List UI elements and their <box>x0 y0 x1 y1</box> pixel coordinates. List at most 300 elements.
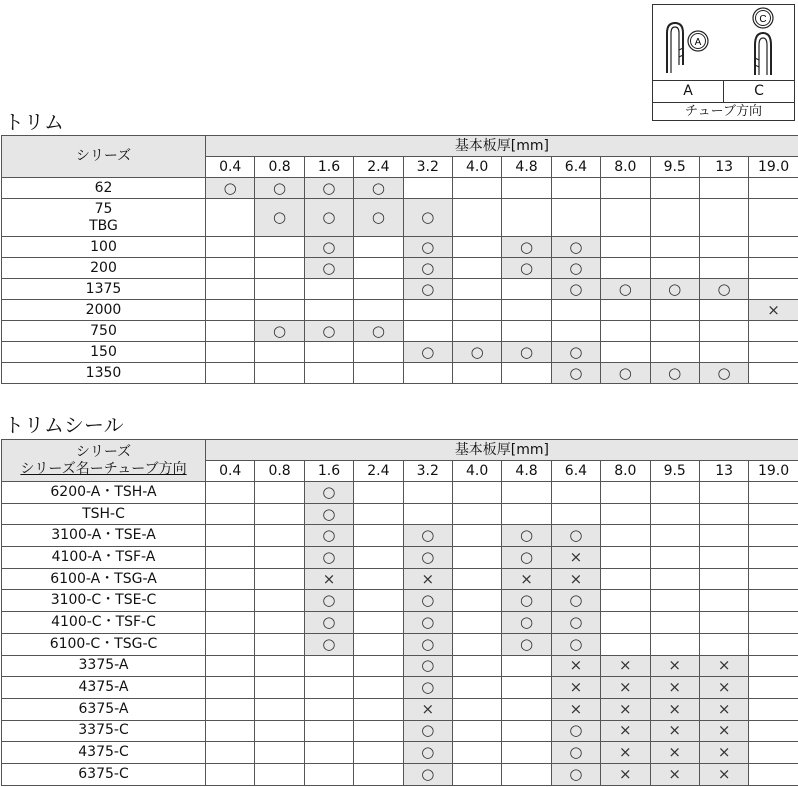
compat-cell: ○ <box>403 763 452 785</box>
series-name: 3375-A <box>78 657 129 674</box>
thickness-col-header: 0.4 <box>206 461 255 482</box>
compat-cell: ○ <box>304 199 353 237</box>
compat-cell <box>255 503 304 525</box>
compat-cell: × <box>601 677 650 699</box>
compat-cell: × <box>650 655 699 677</box>
compat-cell <box>255 655 304 677</box>
series-name-cell <box>2 612 206 634</box>
compat-cell <box>255 300 304 321</box>
compat-cell <box>255 720 304 742</box>
compat-cell: × <box>551 655 600 677</box>
compat-cell: ○ <box>304 503 353 525</box>
compat-cell <box>452 568 501 590</box>
compat-cell: ○ <box>255 321 304 342</box>
compat-cell <box>206 763 255 785</box>
compat-cell <box>699 300 748 321</box>
compat-cell <box>452 590 501 612</box>
compat-cell: ○ <box>502 258 551 279</box>
compat-cell <box>304 677 353 699</box>
series-name-cell <box>2 677 206 699</box>
compat-cell <box>502 482 551 504</box>
legend-col-a: A <box>653 81 724 102</box>
series-header-label: シリーズ <box>75 443 132 460</box>
compat-cell: × <box>699 677 748 699</box>
compat-cell: ○ <box>403 547 452 569</box>
compat-cell <box>749 698 798 720</box>
thickness-col-header: 9.5 <box>650 461 699 482</box>
series-name: 4375-C <box>78 744 129 761</box>
compat-cell: ○ <box>650 363 699 384</box>
table-row <box>2 677 798 699</box>
compat-cell <box>502 279 551 300</box>
thickness-col-header: 2.4 <box>354 461 403 482</box>
compat-cell: ○ <box>403 525 452 547</box>
compat-cell: × <box>699 698 748 720</box>
compat-cell: ○ <box>551 633 600 655</box>
compat-cell <box>452 503 501 525</box>
compat-cell <box>749 720 798 742</box>
thickness-col-header: 4.0 <box>452 461 501 482</box>
series-name: 1350 <box>85 364 122 381</box>
compat-cell <box>650 525 699 547</box>
compat-cell <box>255 590 304 612</box>
compat-cell: ○ <box>551 742 600 764</box>
compat-cell <box>206 525 255 547</box>
compat-cell <box>502 677 551 699</box>
table-row <box>2 300 798 321</box>
compat-cell <box>354 482 403 504</box>
compat-cell <box>206 720 255 742</box>
compat-cell <box>650 300 699 321</box>
compat-cell <box>354 698 403 720</box>
trimseal-table-body <box>2 482 798 786</box>
tube-direction-legend <box>652 4 795 121</box>
compat-cell: ○ <box>403 258 452 279</box>
compat-cell <box>749 677 798 699</box>
compat-cell <box>650 633 699 655</box>
series-name: 750 <box>90 322 117 339</box>
compat-cell <box>354 237 403 258</box>
table-row <box>2 237 798 258</box>
compat-cell: × <box>601 655 650 677</box>
compat-cell: ○ <box>502 547 551 569</box>
compat-cell <box>403 482 452 504</box>
compat-cell <box>601 590 650 612</box>
compat-cell <box>206 655 255 677</box>
compat-cell <box>699 612 748 634</box>
series-name: 100 <box>90 238 117 255</box>
compat-cell <box>206 547 255 569</box>
compat-cell: ○ <box>304 633 353 655</box>
compat-cell <box>255 279 304 300</box>
series-name-cell <box>2 300 206 321</box>
compat-cell <box>551 300 600 321</box>
compat-cell: × <box>551 547 600 569</box>
compat-cell <box>650 482 699 504</box>
table-row <box>2 720 798 742</box>
compat-cell <box>601 178 650 199</box>
compat-cell <box>650 342 699 363</box>
compat-cell: ○ <box>551 590 600 612</box>
compat-cell <box>354 363 403 384</box>
compat-cell <box>304 698 353 720</box>
compat-cell <box>601 547 650 569</box>
compat-cell: × <box>650 763 699 785</box>
trim-profile-diagrams <box>653 5 794 80</box>
thickness-col-header: 0.8 <box>255 461 304 482</box>
compat-cell: × <box>650 720 699 742</box>
series-name: 6100-C・TSG-C <box>49 635 158 652</box>
compat-cell: × <box>699 720 748 742</box>
series-name: 1375 <box>85 280 122 297</box>
compat-cell <box>206 677 255 699</box>
compat-cell: × <box>601 763 650 785</box>
compat-cell <box>749 633 798 655</box>
compat-cell: × <box>650 742 699 764</box>
compat-cell <box>650 503 699 525</box>
compat-cell <box>206 612 255 634</box>
table-row <box>2 363 798 384</box>
series-name-cell <box>2 742 206 764</box>
compat-cell <box>650 258 699 279</box>
trim-table <box>1 135 798 384</box>
compat-cell <box>749 503 798 525</box>
compat-cell: ○ <box>502 612 551 634</box>
compat-cell <box>650 547 699 569</box>
thickness-col-header: 2.4 <box>354 157 403 178</box>
series-name: 200 <box>90 259 117 276</box>
compat-cell <box>354 763 403 785</box>
compat-cell: ○ <box>403 279 452 300</box>
series-header: シリーズ <box>2 136 206 178</box>
compat-cell <box>304 279 353 300</box>
compat-cell: ○ <box>502 342 551 363</box>
compat-cell <box>255 237 304 258</box>
compat-cell <box>255 525 304 547</box>
compat-cell: ○ <box>304 547 353 569</box>
compat-cell: × <box>650 698 699 720</box>
compat-cell <box>354 720 403 742</box>
compat-cell <box>452 178 501 199</box>
series-name-cell <box>2 279 206 300</box>
compat-cell <box>403 503 452 525</box>
compat-cell <box>699 590 748 612</box>
compat-cell <box>650 237 699 258</box>
compat-cell <box>502 763 551 785</box>
compat-cell: ○ <box>502 590 551 612</box>
compat-cell <box>452 300 501 321</box>
compat-cell: ○ <box>502 633 551 655</box>
compat-cell: ○ <box>551 363 600 384</box>
series-name: 6375-A <box>78 700 129 717</box>
compat-cell <box>749 655 798 677</box>
compat-cell: × <box>601 720 650 742</box>
compat-cell: × <box>304 568 353 590</box>
series-name: 62 <box>94 179 113 196</box>
compat-cell <box>551 178 600 199</box>
compat-cell <box>206 321 255 342</box>
series-name-cell <box>2 698 206 720</box>
legend-col-c: C <box>754 83 764 99</box>
series-name: 6375-C <box>78 765 129 782</box>
trim-table-body <box>2 178 798 384</box>
compat-cell: ○ <box>403 720 452 742</box>
compat-cell <box>206 237 255 258</box>
thickness-col-header: 13 <box>699 157 748 178</box>
compat-cell <box>452 547 501 569</box>
compat-cell <box>650 612 699 634</box>
compat-cell <box>502 503 551 525</box>
compat-cell <box>502 300 551 321</box>
compat-cell <box>601 199 650 237</box>
compat-cell: ○ <box>403 237 452 258</box>
table-row <box>2 698 798 720</box>
compat-cell: × <box>699 742 748 764</box>
compat-cell <box>601 258 650 279</box>
compat-cell <box>206 300 255 321</box>
compat-cell <box>304 342 353 363</box>
compat-cell <box>502 742 551 764</box>
legend-caption: チューブ方向 <box>653 102 794 121</box>
compat-cell <box>452 279 501 300</box>
compat-cell <box>749 612 798 634</box>
compat-cell <box>255 698 304 720</box>
compat-cell <box>304 763 353 785</box>
trimseal-table <box>1 439 798 786</box>
table-row <box>2 612 798 634</box>
compat-cell <box>403 178 452 199</box>
compat-cell: ○ <box>551 237 600 258</box>
compat-cell: ○ <box>403 612 452 634</box>
compat-cell: ○ <box>304 525 353 547</box>
compat-cell: ○ <box>403 742 452 764</box>
compat-cell <box>255 342 304 363</box>
series-name-cell <box>2 720 206 742</box>
table-row <box>2 655 798 677</box>
compat-cell <box>749 590 798 612</box>
thickness-col-header: 4.8 <box>502 461 551 482</box>
compat-cell <box>699 482 748 504</box>
compat-cell <box>502 363 551 384</box>
compat-cell <box>699 258 748 279</box>
compat-cell: ○ <box>551 279 600 300</box>
series-name-cell <box>2 321 206 342</box>
compat-cell <box>502 321 551 342</box>
compat-cell: × <box>749 300 798 321</box>
table-row <box>2 342 798 363</box>
compat-cell <box>206 279 255 300</box>
compat-cell <box>255 612 304 634</box>
compat-cell: ○ <box>304 321 353 342</box>
compat-cell: ○ <box>551 258 600 279</box>
compat-cell: × <box>650 677 699 699</box>
series-name-cell <box>2 633 206 655</box>
compat-cell <box>206 363 255 384</box>
compat-cell <box>452 720 501 742</box>
compat-cell: ○ <box>551 342 600 363</box>
series-name-cell <box>2 237 206 258</box>
compat-cell: × <box>551 698 600 720</box>
series-name-cell <box>2 342 206 363</box>
compat-cell <box>749 482 798 504</box>
compat-cell <box>354 547 403 569</box>
compat-cell: ○ <box>403 199 452 237</box>
compat-cell <box>749 279 798 300</box>
compat-cell <box>255 742 304 764</box>
table-row <box>2 568 798 590</box>
table-row <box>2 279 798 300</box>
compat-cell <box>304 720 353 742</box>
compat-cell <box>452 763 501 785</box>
compat-cell <box>452 612 501 634</box>
compat-cell <box>452 655 501 677</box>
compat-cell: ○ <box>304 237 353 258</box>
compat-cell <box>749 178 798 199</box>
compat-cell <box>403 321 452 342</box>
series-name-cell <box>2 503 206 525</box>
compat-cell <box>650 590 699 612</box>
compat-cell: ○ <box>551 612 600 634</box>
compat-cell <box>551 321 600 342</box>
compat-cell <box>699 178 748 199</box>
series-name-cell <box>2 199 206 237</box>
table-row <box>2 482 798 504</box>
compat-cell <box>304 742 353 764</box>
compat-cell: × <box>551 677 600 699</box>
compat-cell <box>304 655 353 677</box>
compat-cell <box>749 568 798 590</box>
compat-cell <box>452 363 501 384</box>
compat-cell: × <box>601 742 650 764</box>
series-name: 4100-C・TSF-C <box>51 613 156 630</box>
series-name-cell <box>2 363 206 384</box>
compat-cell <box>206 698 255 720</box>
compat-cell <box>749 199 798 237</box>
compat-cell: × <box>403 698 452 720</box>
series-header <box>2 440 206 482</box>
compat-cell <box>601 503 650 525</box>
compat-cell <box>452 237 501 258</box>
compat-cell <box>502 698 551 720</box>
compat-cell <box>354 300 403 321</box>
compat-cell: × <box>699 655 748 677</box>
compat-cell <box>206 482 255 504</box>
compat-cell <box>749 321 798 342</box>
series-name: 4375-A <box>78 679 129 696</box>
thickness-col-header: 13 <box>699 461 748 482</box>
thickness-header: 基本板厚[mm] <box>206 440 798 461</box>
compat-cell <box>452 525 501 547</box>
compat-cell <box>502 720 551 742</box>
compat-cell <box>354 342 403 363</box>
profile-a-label: A <box>694 37 702 48</box>
table-row <box>2 547 798 569</box>
compat-cell <box>749 237 798 258</box>
compat-cell <box>551 482 600 504</box>
table-row <box>2 178 798 199</box>
compat-cell <box>206 568 255 590</box>
compat-cell <box>650 568 699 590</box>
compat-cell <box>601 300 650 321</box>
compat-cell <box>206 258 255 279</box>
compat-cell <box>255 633 304 655</box>
thickness-col-header: 1.6 <box>304 157 353 178</box>
compat-cell: × <box>699 763 748 785</box>
compat-cell <box>601 612 650 634</box>
compat-cell: ○ <box>403 590 452 612</box>
compat-cell <box>502 178 551 199</box>
compat-cell: ○ <box>551 525 600 547</box>
series-name-cell <box>2 568 206 590</box>
table-row <box>2 590 798 612</box>
compat-cell: ○ <box>255 178 304 199</box>
compat-cell <box>601 342 650 363</box>
compat-cell: ○ <box>403 677 452 699</box>
compat-cell: ○ <box>502 525 551 547</box>
series-name: 75 <box>94 200 113 217</box>
compat-cell <box>601 321 650 342</box>
compat-cell <box>650 321 699 342</box>
table-row <box>2 525 798 547</box>
compat-cell <box>749 742 798 764</box>
compat-cell <box>255 258 304 279</box>
compat-cell <box>354 279 403 300</box>
series-name-cell <box>2 525 206 547</box>
thickness-col-header: 0.4 <box>206 157 255 178</box>
thickness-col-header: 19.0 <box>749 157 798 178</box>
compat-cell: ○ <box>255 199 304 237</box>
compat-cell: ○ <box>452 342 501 363</box>
table-row <box>2 199 798 237</box>
profile-c-icon <box>753 8 773 75</box>
compat-cell <box>452 677 501 699</box>
compat-cell: ○ <box>403 633 452 655</box>
compat-cell: ○ <box>304 482 353 504</box>
compat-cell <box>601 525 650 547</box>
thickness-col-header: 8.0 <box>601 157 650 178</box>
series-name-cell <box>2 547 206 569</box>
compat-cell <box>749 363 798 384</box>
compat-cell <box>255 568 304 590</box>
compat-cell <box>354 525 403 547</box>
series-name: 3100-C・TSE-C <box>50 592 157 609</box>
compat-cell <box>699 199 748 237</box>
compat-cell: ○ <box>304 612 353 634</box>
series-name-cell <box>2 590 206 612</box>
compat-cell <box>699 503 748 525</box>
thickness-col-header: 4.8 <box>502 157 551 178</box>
compat-cell <box>354 503 403 525</box>
table-row <box>2 321 798 342</box>
compat-cell <box>403 300 452 321</box>
compat-cell <box>452 482 501 504</box>
compat-cell <box>206 503 255 525</box>
compat-cell <box>255 677 304 699</box>
compat-cell <box>304 363 353 384</box>
thickness-col-header: 6.4 <box>551 157 600 178</box>
compat-cell <box>206 633 255 655</box>
compat-cell: ○ <box>403 342 452 363</box>
compat-cell <box>650 178 699 199</box>
compat-cell: ○ <box>551 763 600 785</box>
compat-cell: ○ <box>650 279 699 300</box>
compat-cell <box>452 742 501 764</box>
compat-cell <box>206 199 255 237</box>
compat-cell <box>601 568 650 590</box>
compat-cell <box>206 742 255 764</box>
compat-cell: ○ <box>699 363 748 384</box>
thickness-col-header: 19.0 <box>749 461 798 482</box>
